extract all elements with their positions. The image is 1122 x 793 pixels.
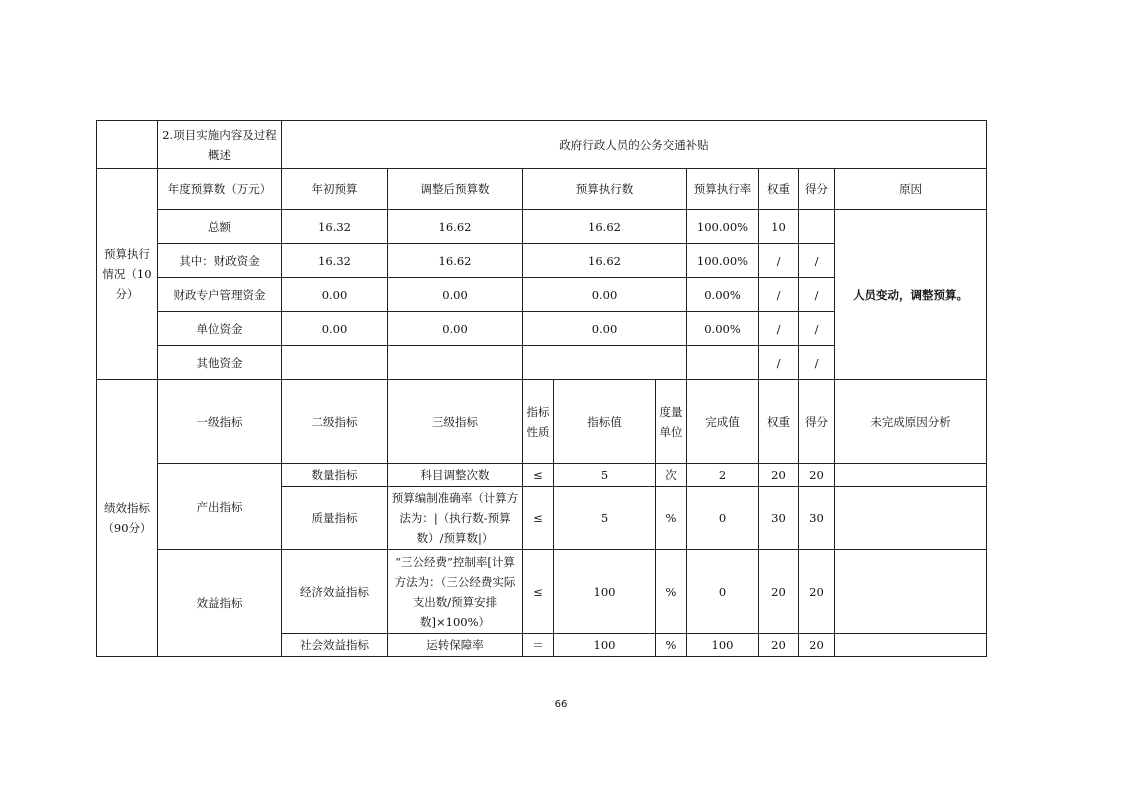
header-score: 得分: [799, 169, 835, 210]
perf-weight: 30: [759, 487, 799, 550]
header-level2: 二级指标: [282, 380, 388, 464]
perf-score: 20: [799, 634, 835, 657]
page-number: 66: [554, 699, 568, 710]
perf-score: 20: [799, 550, 835, 634]
performance-header-row: [97, 380, 987, 464]
budget-adjusted: 0.00: [388, 278, 523, 312]
budget-row-label: 单位资金: [158, 312, 282, 346]
perf-reason: [835, 487, 987, 550]
header-execution-rate: 预算执行率: [687, 169, 759, 210]
budget-adjusted: 0.00: [388, 312, 523, 346]
budget-header-row: [97, 169, 987, 210]
budget-rate: 100.00%: [687, 244, 759, 278]
header-level3: 三级指标: [388, 380, 523, 464]
perf-reason: [835, 464, 987, 487]
budget-weight: /: [759, 346, 799, 380]
budget-reason: 人员变动，调整预算。: [835, 210, 987, 380]
perf-level3: 预算编制准确率（计算方法为：|（执行数-预算数）/预算数|）: [388, 487, 523, 550]
project-label: 2.项目实施内容及过程概述: [158, 121, 282, 169]
performance-row: [97, 464, 987, 487]
perf-level2: 经济效益指标: [282, 550, 388, 634]
budget-weight: 10: [759, 210, 799, 244]
budget-initial: 0.00: [282, 312, 388, 346]
budget-score: /: [799, 346, 835, 380]
perf-level2: 质量指标: [282, 487, 388, 550]
perf-unit: %: [656, 634, 687, 657]
perf-nature: ≤: [523, 487, 554, 550]
group-output: 产出指标: [158, 464, 282, 550]
budget-rate: 0.00%: [687, 278, 759, 312]
header-initial-budget: 年初预算: [282, 169, 388, 210]
performance-table: [96, 120, 987, 657]
header-indicator-value: 指标值: [554, 380, 656, 464]
budget-executed: 0.00: [523, 312, 687, 346]
budget-score: /: [799, 278, 835, 312]
budget-executed: 0.00: [523, 278, 687, 312]
budget-initial: 16.32: [282, 210, 388, 244]
perf-completed: 2: [687, 464, 759, 487]
budget-rate: 100.00%: [687, 210, 759, 244]
budget-score: [799, 210, 835, 244]
project-row: [97, 121, 987, 169]
perf-weight: 20: [759, 464, 799, 487]
perf-weight: 20: [759, 634, 799, 657]
budget-weight: /: [759, 244, 799, 278]
perf-level3: 运转保障率: [388, 634, 523, 657]
budget-adjusted: 16.62: [388, 210, 523, 244]
header-reason: 原因: [835, 169, 987, 210]
header-incomplete-reason: 未完成原因分析: [835, 380, 987, 464]
budget-initial: 0.00: [282, 278, 388, 312]
perf-unit: %: [656, 487, 687, 550]
budget-row-label: 其中：财政资金: [158, 244, 282, 278]
budget-score: /: [799, 244, 835, 278]
group-benefit: 效益指标: [158, 550, 282, 657]
perf-value: 100: [554, 550, 656, 634]
budget-row-label: 财政专户管理资金: [158, 278, 282, 312]
budget-executed: [523, 346, 687, 380]
budget-initial: [282, 346, 388, 380]
budget-adjusted: 16.62: [388, 244, 523, 278]
header-weight: 权重: [759, 169, 799, 210]
perf-completed: 100: [687, 634, 759, 657]
budget-row-label: 其他资金: [158, 346, 282, 380]
perf-score: 30: [799, 487, 835, 550]
header-annual-budget: 年度预算数（万元）: [158, 169, 282, 210]
performance-row: [97, 550, 987, 634]
perf-weight: 20: [759, 550, 799, 634]
performance-section-label: 绩效指标（90分）: [97, 380, 158, 657]
header-perf-score: 得分: [799, 380, 835, 464]
perf-level3: 科目调整次数: [388, 464, 523, 487]
project-content: 政府行政人员的公务交通补贴: [282, 121, 987, 169]
perf-value: 100: [554, 634, 656, 657]
budget-executed: 16.62: [523, 210, 687, 244]
budget-row-label: 总额: [158, 210, 282, 244]
perf-completed: 0: [687, 550, 759, 634]
header-perf-weight: 权重: [759, 380, 799, 464]
header-nature: 指标性质: [523, 380, 554, 464]
perf-score: 20: [799, 464, 835, 487]
perf-unit: %: [656, 550, 687, 634]
budget-row: [97, 210, 987, 244]
budget-adjusted: [388, 346, 523, 380]
perf-level2: 社会效益指标: [282, 634, 388, 657]
budget-section-label: 预算执行情况（10分）: [97, 169, 158, 380]
header-adjusted-budget: 调整后预算数: [388, 169, 523, 210]
budget-rate: [687, 346, 759, 380]
perf-nature: ≤: [523, 464, 554, 487]
perf-reason: [835, 550, 987, 634]
header-unit: 度量单位: [656, 380, 687, 464]
budget-score: /: [799, 312, 835, 346]
header-completed: 完成值: [687, 380, 759, 464]
perf-value: 5: [554, 487, 656, 550]
budget-rate: 0.00%: [687, 312, 759, 346]
budget-executed: 16.62: [523, 244, 687, 278]
perf-unit: 次: [656, 464, 687, 487]
project-blank-cell: [97, 121, 158, 169]
perf-nature: ≤: [523, 550, 554, 634]
perf-level2: 数量指标: [282, 464, 388, 487]
header-level1: 一级指标: [158, 380, 282, 464]
perf-completed: 0: [687, 487, 759, 550]
budget-weight: /: [759, 278, 799, 312]
perf-reason: [835, 634, 987, 657]
perf-nature: ＝: [523, 634, 554, 657]
header-executed-budget: 预算执行数: [523, 169, 687, 210]
perf-value: 5: [554, 464, 656, 487]
perf-level3: “三公经费”控制率[计算方法为：（三公经费实际支出数/预算安排数]×100%）: [388, 550, 523, 634]
budget-initial: 16.32: [282, 244, 388, 278]
budget-weight: /: [759, 312, 799, 346]
